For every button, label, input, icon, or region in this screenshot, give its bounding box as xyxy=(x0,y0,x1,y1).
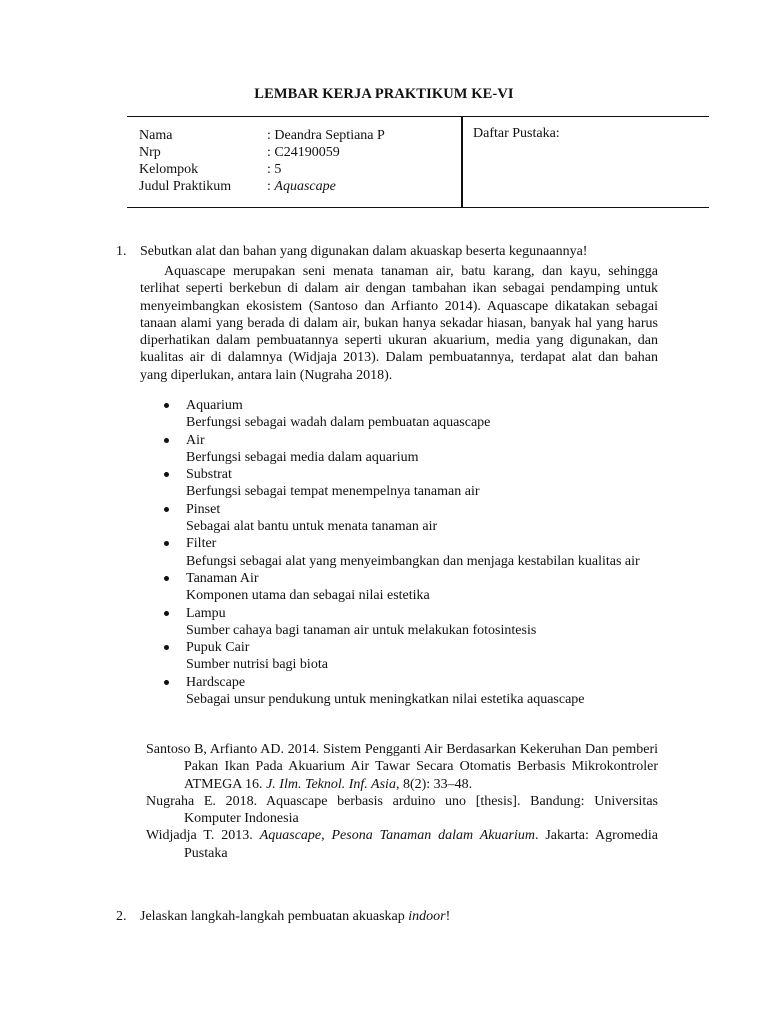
info-value: : C24190059 xyxy=(267,145,340,160)
list-item xyxy=(162,397,658,432)
bullet-icon xyxy=(164,438,169,443)
list-item xyxy=(162,605,658,640)
answer-paragraph-text: Aquascape merupakan seni menata tanaman air, batu karang, dan kayu, sehingga terlihat seperti berkebun di dalam air dengan tambahan ikan sebagai pendamping untuk menyeimbangkan ekosistem (Santoso dan Arfianto 2014). Aquascape dikatakan sebagai tanaan alami yang berada di dalam air, bukan hanya sekadar hiasan, banyak hal yang harus diperhatikan dalam pembuatannya seperti ukuran akuarium, media yang digunakan, dan kualitas air di dalamnya (Widjaja 2013). Dalam pembuatannya, terdapat alat dan bahan yang diperlukan, antara lain (Nugraha 2018). xyxy=(140,264,658,383)
item-desc: Sebagai alat bantu untuk menata tanaman air xyxy=(186,519,438,535)
bullet-icon xyxy=(164,611,169,616)
question-2-italic: indoor xyxy=(408,909,446,924)
judul-italic: Aquascape xyxy=(274,179,336,194)
item-name: Filter xyxy=(186,536,217,552)
bullet-icon xyxy=(164,507,169,512)
question-1-number: 1. xyxy=(116,244,127,259)
item-desc: Berfungsi sebagai media dalam aquarium xyxy=(186,449,419,465)
table-divider xyxy=(461,117,463,207)
info-value: : Aquascape xyxy=(267,179,336,194)
daftar-pustaka-label: Daftar Pustaka: xyxy=(473,126,560,141)
item-name: Substrat xyxy=(186,467,232,483)
item-desc: Sumber cahaya bagi tanaman air untuk melakukan fotosintesis xyxy=(186,622,537,638)
item-desc: Berfungsi sebagai wadah dalam pembuatan aquascape xyxy=(186,415,491,431)
info-value: : 5 xyxy=(267,162,282,177)
page-title: LEMBAR KERJA PRAKTIKUM KE-VI xyxy=(254,86,514,102)
list-item xyxy=(162,466,658,501)
item-name: Hardscape xyxy=(186,674,246,690)
item-name: Pupuk Cair xyxy=(186,640,250,656)
info-label: Nrp xyxy=(139,145,161,160)
item-name: Tanaman Air xyxy=(186,570,259,586)
question-2-text: Jelaskan langkah-langkah pembuatan akuaskap indoor! xyxy=(140,909,451,924)
bullet-icon xyxy=(164,472,169,477)
reference-entry: Nugraha E. 2018. Aquascape berbasis arduino uno [thesis]. Bandung: Universitas Komputer Indonesia xyxy=(146,793,658,827)
reference-entry: Santoso B, Arfianto AD. 2014. Sistem Pengganti Air Berdasarkan Kekeruhan Dan pemberi Pakan Ikan Pada Akuarium Air Tawar Secara Otomatis Berbasis Mikrokontroler ATMEGA 16. J. Ilm. Teknol. Inf. Asia, 8(2): 33–48. xyxy=(146,742,658,792)
list-item xyxy=(162,535,658,570)
tools-list xyxy=(162,397,658,708)
bullet-icon xyxy=(164,403,169,408)
bullet-icon xyxy=(164,645,169,650)
item-desc: Sumber nutrisi bagi biota xyxy=(186,657,328,673)
answer-paragraph xyxy=(140,263,658,384)
reference-entry: Widjadja T. 2013. Aquascape, Pesona Tanaman dalam Akuarium. Jakarta: Agromedia Pustaka xyxy=(146,828,658,861)
info-label: Judul Praktikum xyxy=(139,179,232,194)
bullet-icon xyxy=(164,541,169,546)
bullet-icon xyxy=(164,680,169,685)
question-1-text: Sebutkan alat dan bahan yang digunakan dalam akuaskap beserta kegunaannya! xyxy=(140,244,588,259)
item-desc: Befungsi sebagai alat yang menyeimbangkan dan menjaga kestabilan kualitas air xyxy=(186,553,640,569)
item-name: Air xyxy=(186,432,205,448)
item-name: Pinset xyxy=(186,501,221,517)
item-desc: Komponen utama dan sebagai nilai estetika xyxy=(186,588,430,604)
book-title: Aquascape, Pesona Tanaman dalam Akuarium xyxy=(259,828,535,844)
question-2-number: 2. xyxy=(116,909,127,924)
list-item xyxy=(162,570,658,605)
item-name: Aquarium xyxy=(186,398,243,413)
list-item xyxy=(162,674,658,709)
info-value: : Deandra Septiana P xyxy=(267,128,385,143)
item-name: Lampu xyxy=(186,605,226,621)
bullet-icon xyxy=(164,576,169,581)
references xyxy=(146,741,658,862)
item-desc: Berfungsi sebagai tempat menempelnya tanaman air xyxy=(186,484,480,500)
list-item xyxy=(162,432,658,467)
list-item xyxy=(162,639,658,674)
journal-name: J. Ilm. Teknol. Inf. Asia xyxy=(266,776,396,792)
list-item xyxy=(162,501,658,536)
item-desc: Sebagai unsur pendukung untuk meningkatkan nilai estetika aquascape xyxy=(186,692,585,708)
info-label: Kelompok xyxy=(139,162,199,177)
student-info-table xyxy=(127,116,709,208)
info-label: Nama xyxy=(139,128,173,143)
